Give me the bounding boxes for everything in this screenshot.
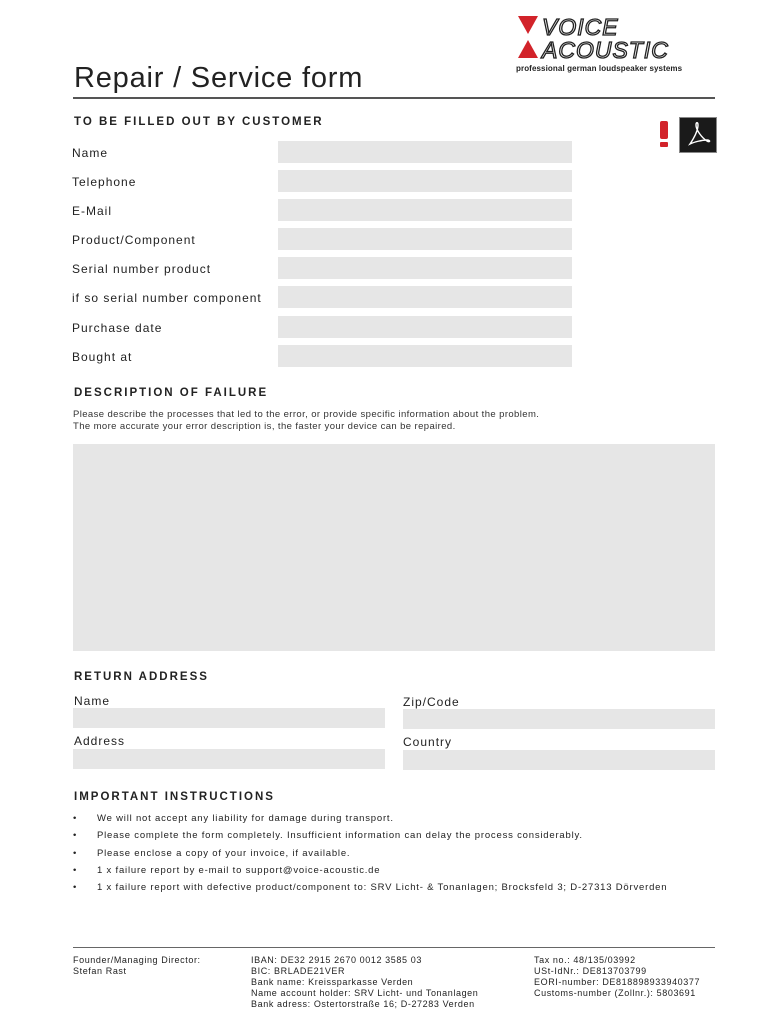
bullet: • [73, 830, 77, 841]
logo-line2: ACOUSTIC [542, 37, 669, 63]
bought-at-label: Bought at [72, 350, 133, 364]
footer-line: Stefan Rast [73, 966, 127, 976]
footer-line: Customs-number (Zollnr.): 5803691 [534, 988, 696, 998]
failure-instructions-line1: Please describe the processes that led to the error, or provide specific information about the problem. [73, 409, 540, 420]
zip-label: Zip/Code [403, 695, 460, 709]
logo-tagline: professional german loudspeaker systems [516, 64, 683, 73]
purchase-date-field[interactable] [278, 316, 572, 338]
footer-line: USt-IdNr.: DE813703799 [534, 966, 647, 976]
footer-divider [73, 947, 715, 948]
page-title: Repair / Service form [74, 62, 364, 94]
name-label: Name [72, 146, 109, 160]
failure-heading: DESCRIPTION OF FAILURE [74, 387, 269, 399]
telephone-label: Telephone [72, 175, 137, 189]
footer-line: EORI-number: DE818898933940377 [534, 977, 701, 987]
footer-bank [251, 955, 478, 1010]
bought-at-field[interactable] [278, 345, 572, 367]
footer-line: Tax no.: 48/135/03992 [534, 955, 636, 965]
product-label: Product/Component [72, 233, 196, 247]
failure-instructions-line2: The more accurate your error description is, the faster your device can be repaired. [73, 421, 456, 432]
country-field[interactable] [403, 750, 715, 770]
bullet: • [73, 848, 77, 859]
footer-line: Founder/Managing Director: [73, 955, 201, 965]
failure-description-textarea[interactable] [73, 444, 715, 651]
telephone-field[interactable] [278, 170, 572, 192]
return-heading: RETURN ADDRESS [74, 671, 209, 683]
acrobat-icon[interactable] [679, 117, 717, 153]
footer-founder [73, 955, 201, 977]
instruction-item: 1 x failure report with defective product/component to: SRV Licht- & Tonanlagen; Brocksfeld 3; D-27313 Dörverden [97, 882, 668, 893]
footer-line: Bank adress: Ostertorstraße 16; D-27283 Verden [251, 999, 475, 1009]
email-label: E-Mail [72, 204, 113, 218]
logo-line1: VOICE [542, 14, 619, 40]
exclamation-icon [660, 121, 669, 147]
instruction-item: We will not accept any liability for damage during transport. [97, 813, 394, 824]
name-field[interactable] [278, 141, 572, 163]
bullet: • [73, 882, 77, 893]
instruction-item: 1 x failure report by e-mail to support@voice-acoustic.de [97, 865, 381, 876]
purchase-date-label: Purchase date [72, 321, 163, 335]
footer-line: BIC: BRLADE21VER [251, 966, 346, 976]
instruction-item: Please complete the form completely. Insufficient information can delay the process considerably. [97, 830, 583, 841]
footer-line: Bank name: Kreissparkasse Verden [251, 977, 414, 987]
address-field[interactable] [73, 749, 385, 769]
address-label: Address [74, 734, 126, 748]
bullet: • [73, 813, 77, 824]
footer-line: Name account holder: SRV Licht- und Tonanlagen [251, 988, 479, 998]
instruction-item: Please enclose a copy of your invoice, if available. [97, 848, 351, 859]
footer-tax [534, 955, 700, 999]
serial-component-label: if so serial number component [72, 291, 262, 305]
email-field[interactable] [278, 199, 572, 221]
zip-field[interactable] [403, 709, 715, 729]
customer-heading: TO BE FILLED OUT BY CUSTOMER [74, 116, 324, 128]
instructions-heading: IMPORTANT INSTRUCTIONS [74, 791, 275, 803]
serial-product-field[interactable] [278, 257, 572, 279]
country-label: Country [403, 735, 453, 749]
serial-component-field[interactable] [278, 286, 572, 308]
return-name-label: Name [74, 694, 111, 708]
bullet: • [73, 865, 77, 876]
serial-product-label: Serial number product [72, 262, 212, 276]
return-name-field[interactable] [73, 708, 385, 728]
footer-line: IBAN: DE32 2915 2670 0012 3585 03 [251, 955, 422, 965]
title-divider [73, 97, 715, 99]
product-field[interactable] [278, 228, 572, 250]
